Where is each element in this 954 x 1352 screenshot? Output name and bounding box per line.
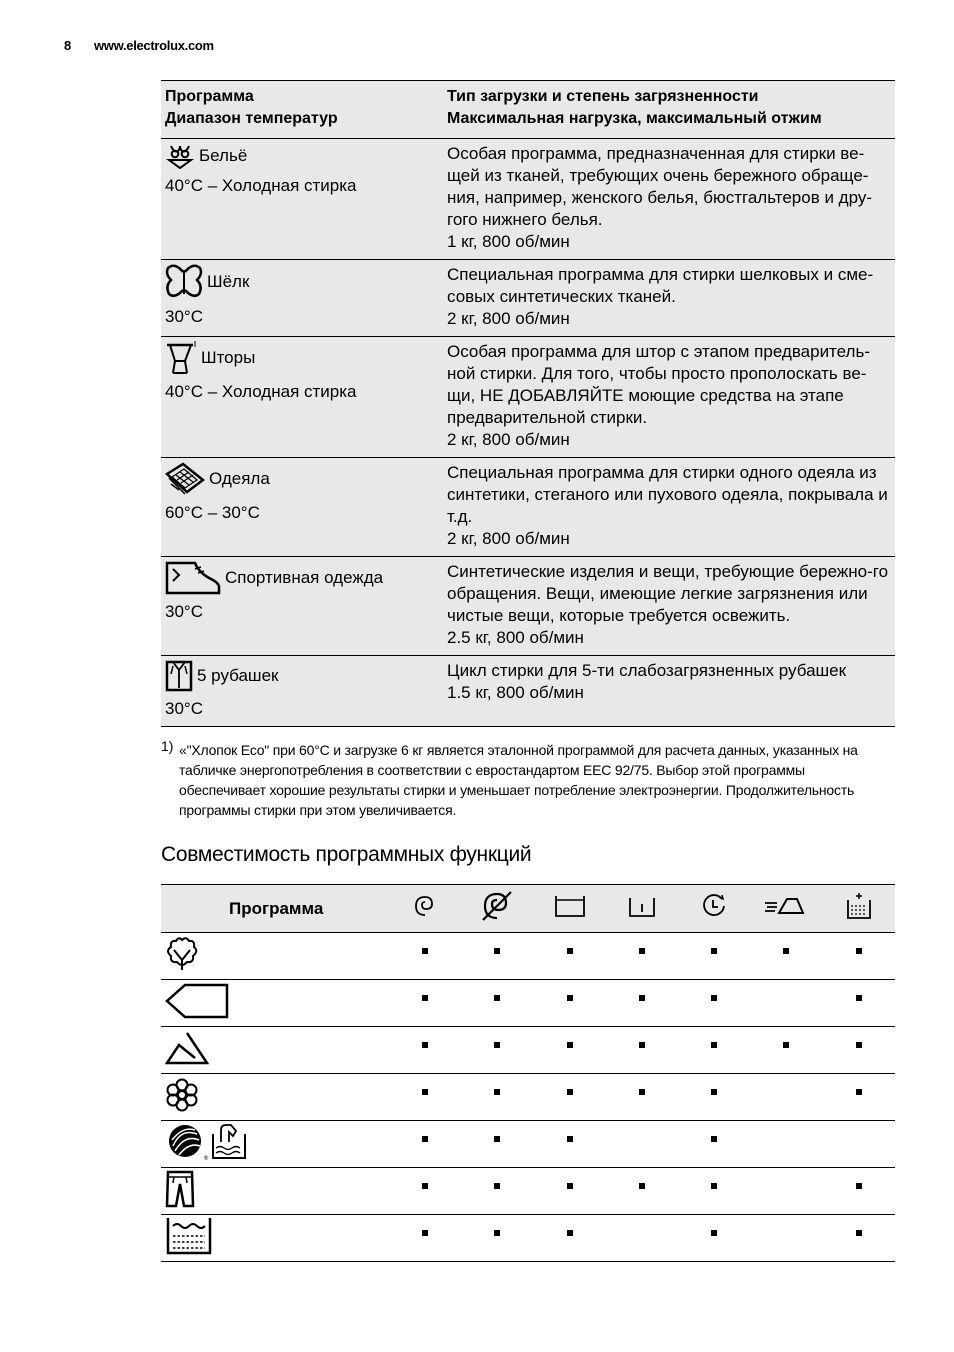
wool-handwash-icon (165, 1122, 247, 1162)
program-temp: 30°C (165, 699, 203, 718)
mark-cell (823, 1121, 895, 1168)
program-load: 2 кг, 800 об/мин (447, 309, 570, 328)
mark-cell (389, 1027, 461, 1074)
compat-row (161, 1121, 895, 1168)
mark-cell (461, 933, 533, 980)
compatible-mark (567, 1089, 573, 1095)
program-name: 5 рубашек (197, 666, 279, 685)
mark-cell (389, 933, 461, 980)
table-row (161, 260, 895, 337)
mark-cell (750, 933, 822, 980)
mark-cell (389, 1074, 461, 1121)
compatible-mark (567, 995, 573, 1001)
page-header (64, 38, 214, 53)
program-load: 2 кг, 800 об/мин (447, 430, 570, 449)
program-name: Шторы (201, 348, 256, 367)
compatible-mark (856, 1089, 862, 1095)
table-row (161, 337, 895, 458)
mark-cell (461, 980, 533, 1027)
compatible-mark (494, 995, 500, 1001)
compatible-mark (856, 948, 862, 954)
compatible-mark (567, 1042, 573, 1048)
function-col (534, 885, 606, 933)
mark-cell (389, 980, 461, 1027)
jeans-icon (165, 1170, 195, 1208)
silk-butterfly-icon (165, 264, 203, 300)
program-cell (161, 458, 443, 557)
easy-iron-program-icon (165, 1030, 209, 1066)
compatible-mark (494, 1230, 500, 1236)
rinse-hold-icon (554, 894, 586, 918)
program-cell (161, 260, 443, 337)
compatible-mark (711, 948, 717, 954)
mark-cell (823, 1074, 895, 1121)
compatible-mark (711, 1136, 717, 1142)
function-col (823, 885, 895, 933)
mark-cell (678, 1074, 750, 1121)
program-name: Одеяла (209, 469, 270, 488)
spin-icon (413, 893, 437, 919)
header-program: Программа Диапазон температур (165, 88, 338, 127)
rinse-program-icon (165, 1216, 213, 1256)
footnote-text: «"Хлопок Eco" при 60°C и загрузке 6 кг является эталонной программой для расчета данных, указанных на табличке энергопотребления в соответствии с евростандартом EEC 92/75. Выбор этой программы обеспечивает хорошие результаты стирки и уменьшает потребление электроэнергии. Продолжительность программы стирки при этом увеличивается. (179, 742, 858, 818)
mark-cell (606, 1215, 678, 1262)
compatible-mark (422, 1136, 428, 1142)
program-temp: 30°C (165, 602, 203, 621)
mark-cell (606, 1121, 678, 1168)
program-name: Бельё (199, 146, 248, 165)
mark-cell (750, 1121, 822, 1168)
curtains-icon (165, 341, 197, 375)
mark-cell (534, 980, 606, 1027)
compatible-mark (856, 1183, 862, 1189)
mark-cell (534, 1121, 606, 1168)
mark-cell (678, 1027, 750, 1074)
compatible-mark (711, 1183, 717, 1189)
site-url[interactable]: www.electrolux.com (94, 38, 214, 53)
mark-cell (750, 980, 822, 1027)
compat-program-icon-cell (161, 980, 389, 1027)
function-col (389, 885, 461, 933)
mark-cell (678, 1168, 750, 1215)
program-temp: 40°C – Холодная стирка (165, 176, 357, 195)
compat-program-icon-cell (161, 1168, 389, 1215)
compat-program-icon-cell (161, 1027, 389, 1074)
compat-program-icon-cell (161, 1074, 389, 1121)
mark-cell (534, 1215, 606, 1262)
function-col (678, 885, 750, 933)
program-load: 2.5 кг, 800 об/мин (447, 628, 584, 647)
programs-table (161, 80, 895, 727)
program-name: Шёлк (207, 272, 250, 291)
svg-text:®: ® (203, 1154, 209, 1162)
header-load: Тип загрузки и степень загрязненности Максимальная нагрузка, максимальный отжим (447, 88, 822, 127)
compatible-mark (856, 995, 862, 1001)
program-temp: 60°C – 30°C (165, 503, 260, 522)
mark-cell (678, 980, 750, 1027)
compatible-mark (639, 1089, 645, 1095)
mark-cell (389, 1121, 461, 1168)
program-description: Специальная программа для стирки шелковых и сме-совых синтетических тканей. 2 кг, 800 об/мин (443, 260, 895, 337)
compatible-mark (711, 1042, 717, 1048)
mark-cell (823, 933, 895, 980)
compatible-mark (422, 1089, 428, 1095)
program-cell (161, 337, 443, 458)
mark-cell (534, 933, 606, 980)
compatible-mark (639, 1042, 645, 1048)
compat-row (161, 1074, 895, 1121)
compatible-mark (639, 995, 645, 1001)
mark-cell (823, 1168, 895, 1215)
lingerie-icon (165, 143, 195, 169)
compatible-mark (567, 948, 573, 954)
compat-program-icon-cell (161, 1215, 389, 1262)
easy-iron-icon (763, 895, 809, 917)
programs-table-header (161, 81, 895, 139)
program-cell (161, 557, 443, 656)
compat-program-icon-cell (161, 933, 389, 980)
program-load: 2 кг, 800 об/мин (447, 529, 570, 548)
program-temp: 40°C – Холодная стирка (165, 382, 357, 401)
program-cell (161, 139, 443, 260)
compatible-mark (711, 1089, 717, 1095)
function-col (750, 885, 822, 933)
compatible-mark (639, 948, 645, 954)
mark-cell (750, 1027, 822, 1074)
program-cell (161, 656, 443, 727)
table-row (161, 139, 895, 260)
no-spin-icon (480, 889, 514, 923)
page-number: 8 (64, 38, 71, 53)
compat-header-row (161, 885, 895, 933)
mark-cell (750, 1215, 822, 1262)
compat-row (161, 1168, 895, 1215)
mark-cell (606, 933, 678, 980)
compatible-mark (711, 1230, 717, 1236)
mark-cell (461, 1121, 533, 1168)
compatible-mark (422, 1230, 428, 1236)
cotton-icon (165, 936, 199, 972)
mark-cell (678, 933, 750, 980)
night-cycle-icon (628, 894, 656, 918)
compat-program-icon-cell (161, 1121, 389, 1168)
compatible-mark (783, 948, 789, 954)
mark-cell (534, 1027, 606, 1074)
compatible-mark (567, 1136, 573, 1142)
prewash-icon (846, 892, 872, 920)
footnote-mark: 1) (161, 738, 174, 754)
program-description: Специальная программа для стирки одного одеяла из синтетики, стеганого или пухового одеяла, покрывала и т.д. 2 кг, 800 об/мин (443, 458, 895, 557)
program-temp: 30°C (165, 307, 203, 326)
compatible-mark (494, 948, 500, 954)
time-manager-icon (701, 893, 727, 919)
mark-cell (606, 1027, 678, 1074)
compatible-mark (422, 995, 428, 1001)
table-row (161, 458, 895, 557)
mark-cell (389, 1168, 461, 1215)
delicates-icon (165, 1077, 199, 1113)
function-col (461, 885, 533, 933)
mark-cell (461, 1027, 533, 1074)
compatible-mark (422, 948, 428, 954)
compat-row (161, 980, 895, 1027)
program-load: 1.5 кг, 800 об/мин (447, 683, 584, 702)
mark-cell (606, 1168, 678, 1215)
mark-cell (389, 1215, 461, 1262)
compatible-mark (494, 1042, 500, 1048)
program-description: Особая программа, предназначенная для стирки ве-щей из тканей, требующих очень бережного обраще-ния, например, женского белья, бюстгальтеров и дру-гого нижнего белья. 1 кг, 800 об/мин (443, 139, 895, 260)
compatible-mark (783, 1042, 789, 1048)
compatible-mark (494, 1089, 500, 1095)
compat-row (161, 933, 895, 980)
program-name: Спортивная одежда (225, 568, 384, 587)
mark-cell (461, 1215, 533, 1262)
mark-cell (823, 1027, 895, 1074)
compat-row (161, 1027, 895, 1074)
footnote (161, 736, 895, 820)
mark-cell (678, 1121, 750, 1168)
program-description: Синтетические изделия и вещи, требующие бережно-го обращения. Вещи, имеющие легкие загрязнения или чистые вещи, которые требуется освежить. 2.5 кг, 800 об/мин (443, 557, 895, 656)
synthetics-icon (165, 983, 229, 1019)
mark-cell (606, 1074, 678, 1121)
compatibility-table (161, 884, 895, 1262)
mark-cell (750, 1074, 822, 1121)
compatible-mark (494, 1183, 500, 1189)
compatible-mark (567, 1183, 573, 1189)
mark-cell (534, 1074, 606, 1121)
compatible-mark (494, 1136, 500, 1142)
compatible-mark (711, 995, 717, 1001)
compatible-mark (422, 1183, 428, 1189)
compatible-mark (856, 1230, 862, 1236)
mark-cell (534, 1168, 606, 1215)
compat-header-program: Программа (229, 898, 324, 918)
table-row (161, 557, 895, 656)
program-load: 1 кг, 800 об/мин (447, 232, 570, 251)
program-description: Цикл стирки для 5-ти слабозагрязненных рубашек 1.5 кг, 800 об/мин (443, 656, 895, 727)
sportswear-shoe-icon (165, 561, 221, 595)
table-row (161, 656, 895, 727)
mark-cell (678, 1215, 750, 1262)
section-title: Совместимость программных функций (161, 843, 532, 866)
mark-cell (606, 980, 678, 1027)
program-description: Особая программа для штор с этапом предваритель-ной стирки. Для того, чтобы просто прополоскать ве-щи, НЕ ДОБАВЛЯЙТЕ моющие средства на этапе предварительной стирки. 2 кг, 800 об/мин (443, 337, 895, 458)
compatible-mark (567, 1230, 573, 1236)
compat-row (161, 1215, 895, 1262)
compatible-mark (856, 1042, 862, 1048)
compatible-mark (639, 1183, 645, 1189)
mark-cell (461, 1074, 533, 1121)
mark-cell (823, 980, 895, 1027)
mark-cell (823, 1215, 895, 1262)
compatible-mark (422, 1042, 428, 1048)
mark-cell (461, 1168, 533, 1215)
duvet-icon (165, 462, 205, 496)
function-col (606, 885, 678, 933)
shirt-icon (165, 660, 193, 692)
mark-cell (750, 1168, 822, 1215)
